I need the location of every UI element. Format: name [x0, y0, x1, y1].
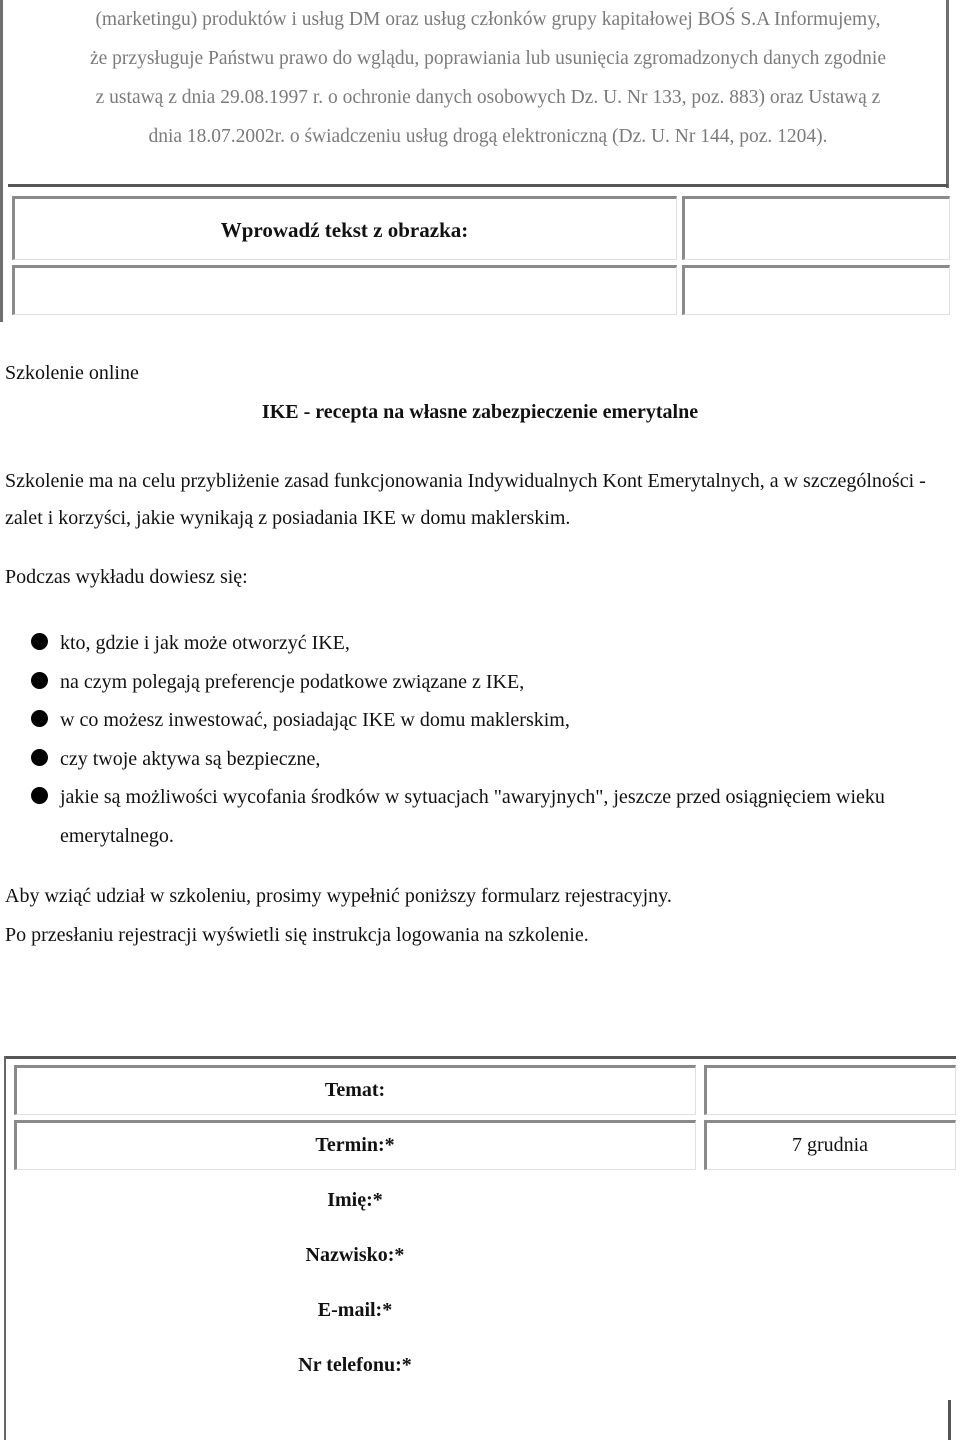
training-description: Szkolenie ma na celu przybliżenie zasad funkcjonowania Indywidualnych Kont Emerytalnych, a w szczególności - zalet i korzyści, jakie wynikają z posiadania IKE w domu maklerskim.	[5, 470, 926, 529]
captcha-image-cell	[682, 196, 950, 260]
training-intro: Szkolenie online	[5, 362, 139, 384]
bullet-icon	[31, 749, 48, 766]
list-item	[0, 663, 960, 702]
list-item	[0, 778, 960, 855]
form-row-email	[14, 1285, 956, 1335]
bullet-icon	[31, 672, 48, 689]
form-row-last-name	[14, 1230, 956, 1280]
list-item	[0, 701, 960, 740]
consent-line-1: (marketingu) produktów i usług DM oraz usług członków grupy kapitałowej BOŚ S.A Informujemy,	[95, 9, 881, 30]
form-frame-left	[4, 1056, 6, 1440]
form-row-first-name	[14, 1175, 956, 1225]
list-item-text: kto, gdzie i jak może otworzyć IKE,	[60, 632, 350, 654]
list-item-text: w co możesz inwestować, posiadając IKE w domu maklerskim,	[60, 709, 570, 731]
captcha-input-cell[interactable]	[682, 265, 950, 315]
list-item	[0, 624, 960, 663]
list-intro: Podczas wykładu dowiesz się:	[5, 566, 248, 588]
form-row-topic	[14, 1065, 956, 1115]
cta-line-2: Po przesłaniu rejestracji wyświetli się instrukcja logowania na szkolenie.	[5, 924, 589, 946]
form-frame-right	[948, 1400, 951, 1440]
email-label: E-mail:*	[317, 1299, 393, 1321]
phone-label: Nr telefonu:*	[298, 1354, 412, 1376]
first-name-label: Imię:*	[327, 1189, 383, 1211]
first-name-input[interactable]	[704, 1175, 956, 1225]
frame-left-border	[0, 0, 3, 322]
topic-label: Temat:	[324, 1079, 386, 1101]
captcha-spacer-cell	[12, 265, 677, 315]
form-row-date	[14, 1120, 956, 1170]
list-item-text: jakie są możliwości wycofania środków w sytuacjach "awaryjnych", jeszcze przed osiągnięciem wieku emerytalnego.	[60, 786, 885, 847]
list-item	[0, 740, 960, 779]
bullet-icon	[31, 787, 48, 804]
training-title: IKE - recepta na własne zabezpieczenie emerytalne	[261, 401, 699, 423]
list-item-text: na czym polegają preferencje podatkowe związane z IKE,	[60, 670, 525, 693]
topic-value[interactable]	[704, 1065, 956, 1115]
feature-list	[0, 624, 960, 855]
last-name-input[interactable]	[704, 1230, 956, 1280]
consent-text	[28, 0, 948, 156]
date-value[interactable]: 7 grudnia	[791, 1134, 869, 1156]
consent-line-2: że przysługuje Państwu prawo do wglądu, poprawiania lub usunięcia zgromadzonych danych zgodnie	[89, 48, 886, 69]
bullet-icon	[31, 633, 48, 650]
date-label: Termin:*	[315, 1134, 395, 1156]
bullet-icon	[31, 710, 48, 727]
form-frame-top	[4, 1056, 956, 1059]
last-name-label: Nazwisko:*	[305, 1244, 405, 1266]
form-row-phone	[14, 1340, 956, 1390]
phone-input[interactable]	[704, 1340, 956, 1390]
consent-line-4: dnia 18.07.2002r. o świadczeniu usług drogą elektroniczną (Dz. U. Nr 144, poz. 1204).	[148, 126, 828, 147]
email-input[interactable]	[704, 1285, 956, 1335]
captcha-label: Wprowadź tekst z obrazka:	[220, 218, 469, 242]
section-divider	[8, 184, 948, 187]
list-item-text: czy twoje aktywa są bezpieczne,	[60, 747, 321, 770]
cta-line-1: Aby wziąć udział w szkoleniu, prosimy wypełnić poniższy formularz rejestracyjny.	[5, 885, 672, 907]
consent-line-3: z ustawą z dnia 29.08.1997 r. o ochronie danych osobowych Dz. U. Nr 133, poz. 883) oraz Ustawą z	[95, 87, 881, 108]
